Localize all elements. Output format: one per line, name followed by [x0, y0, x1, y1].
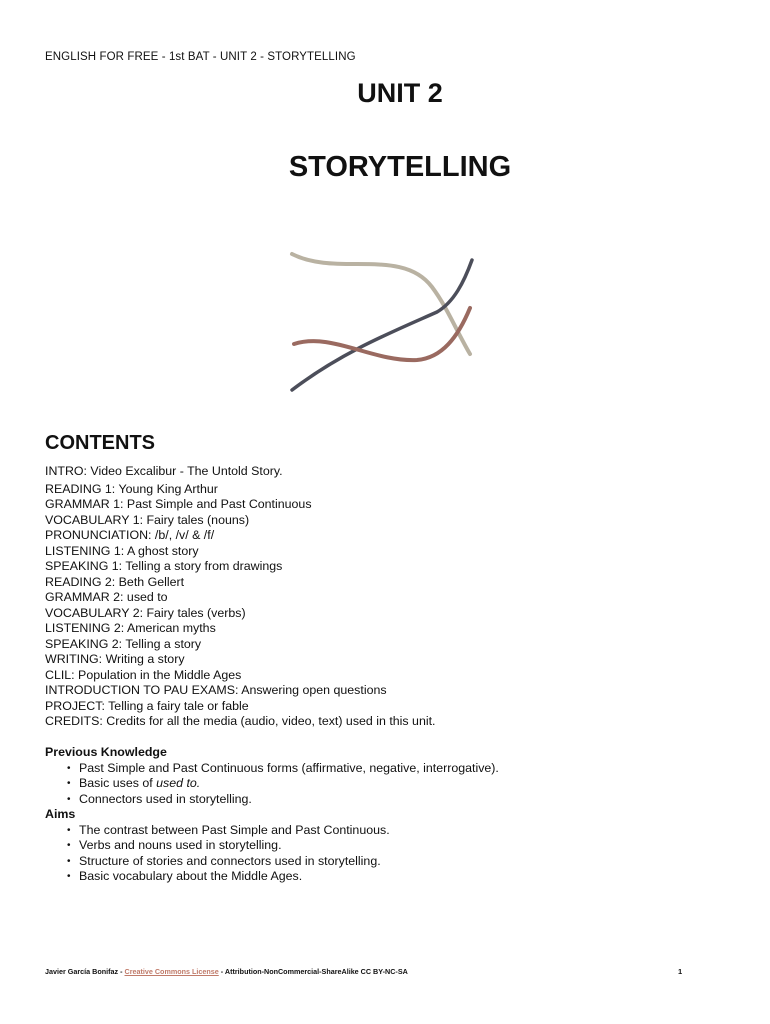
aims-list — [45, 823, 499, 885]
contents-item: SPEAKING 1: Telling a story from drawings — [45, 559, 283, 573]
footer-license-text: - Attribution-NonCommercial-ShareAlike CC BY-NC-SA — [218, 967, 408, 976]
contents-item: CREDITS: Credits for all the media (audio, video, text) used in this unit. — [45, 714, 436, 728]
contents-item: VOCABULARY 2: Fairy tales (verbs) — [45, 605, 246, 620]
bullet-icon: • — [67, 824, 71, 836]
list-item — [45, 776, 499, 792]
contents-item: READING 1: Young King Arthur — [45, 481, 218, 496]
unit-subtitle: STORYTELLING — [288, 151, 512, 183]
decorative-curves-illustration — [282, 242, 482, 402]
contents-item: LISTENING 2: American myths — [45, 621, 216, 635]
bullet-icon: • — [67, 855, 71, 867]
previous-knowledge-list — [45, 761, 499, 808]
list-item — [45, 823, 499, 839]
page-footer — [45, 967, 408, 976]
list-item-text: Basic vocabulary about the Middle Ages. — [79, 869, 303, 883]
contents-item: GRAMMAR 2: used to — [45, 590, 168, 604]
contents-item: LISTENING 1: A ghost story — [45, 543, 199, 558]
bullet-icon: • — [67, 762, 71, 774]
contents-list — [45, 464, 435, 730]
aims-heading: Aims — [45, 807, 76, 821]
list-item — [45, 761, 499, 777]
list-item-text-italic: used to. — [156, 776, 201, 790]
list-item-text: The contrast between Past Simple and Past Continuous. — [79, 822, 390, 837]
list-item-text: Past Simple and Past Continuous forms (affirmative, negative, interrogative). — [79, 760, 499, 775]
contents-item: VOCABULARY 1: Fairy tales (nouns) — [45, 512, 250, 527]
contents-item: SPEAKING 2: Telling a story — [45, 636, 202, 651]
list-item — [45, 869, 499, 885]
contents-item: GRAMMAR 1: Past Simple and Past Continuous — [45, 497, 312, 511]
contents-item: INTRODUCTION TO PAU EXAMS: Answering open questions — [45, 683, 387, 697]
contents-item: INTRO: Video Excalibur - The Untold Story. — [45, 464, 283, 478]
contents-item: WRITING: Writing a story — [45, 652, 185, 666]
contents-item: READING 2: Beth Gellert — [45, 574, 185, 589]
contents-heading: CONTENTS — [45, 432, 155, 454]
dark-curve — [292, 260, 472, 390]
page-number: 1 — [678, 967, 683, 976]
list-item-text-prefix: Basic uses of — [79, 776, 157, 790]
red-curve — [294, 308, 470, 360]
list-item — [45, 792, 499, 808]
previous-knowledge-section — [45, 745, 499, 885]
list-item — [45, 838, 499, 854]
bullet-icon: • — [67, 793, 71, 805]
running-header: ENGLISH FOR FREE - 1st BAT - UNIT 2 - STORYTELLING — [45, 51, 356, 63]
bullet-icon: • — [67, 778, 71, 789]
list-item — [45, 854, 499, 870]
list-item-text: Structure of stories and connectors used in storytelling. — [79, 853, 381, 868]
license-link[interactable]: Creative Commons License — [124, 967, 219, 976]
previous-knowledge-heading: Previous Knowledge — [45, 745, 167, 759]
unit-title: UNIT 2 — [357, 78, 443, 108]
bullet-icon: • — [67, 840, 71, 851]
list-item-text: Verbs and nouns used in storytelling. — [79, 838, 282, 852]
list-item-text: Connectors used in storytelling. — [79, 791, 252, 806]
contents-item: PROJECT: Telling a fairy tale or fable — [45, 698, 249, 713]
contents-item: CLIL: Population in the Middle Ages — [45, 667, 242, 682]
footer-author: Javier García Bonifaz - — [45, 967, 125, 976]
list-item-text — [67, 776, 200, 790]
bullet-icon: • — [67, 871, 71, 882]
contents-item: PRONUNCIATION: /b/, /v/ & /f/ — [45, 528, 215, 542]
